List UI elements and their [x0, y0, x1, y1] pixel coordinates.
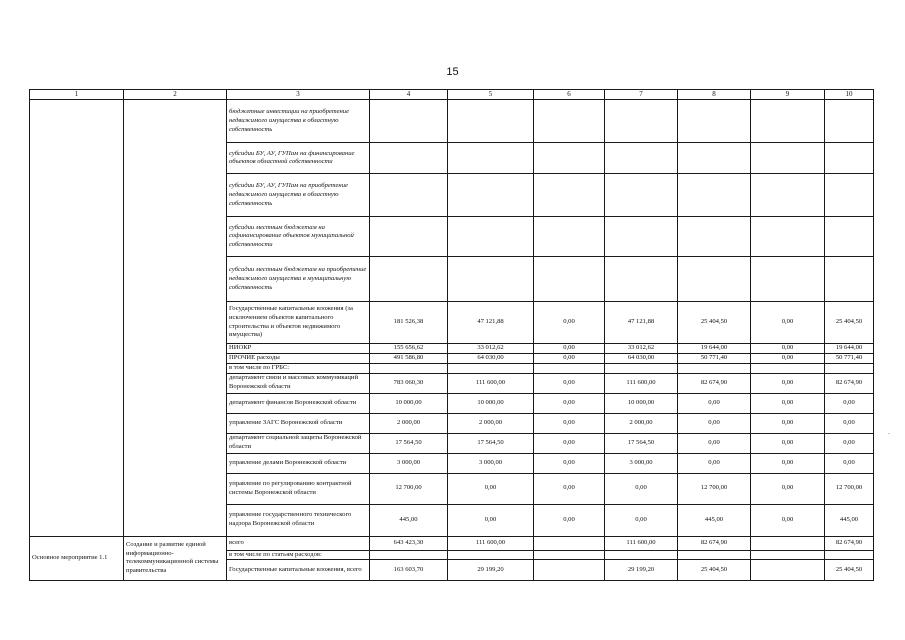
amount-cell: 783 060,30: [370, 373, 448, 393]
amount-cell: 111 600,00: [605, 373, 678, 393]
expense-label: управление делами Воронежской области: [227, 453, 370, 473]
amount-cell: [370, 363, 448, 373]
amount-cell: 0,00: [534, 393, 605, 413]
column-number: 7: [605, 90, 678, 100]
amount-cell: [605, 174, 678, 217]
expense-label: департамент социальной защиты Воронежской области: [227, 433, 370, 453]
budget-table: [29, 89, 874, 581]
expense-label: субсидии БУ, АУ, ГУПам на финансирование объектов областной собственности: [227, 143, 370, 174]
amount-cell: [448, 257, 534, 302]
status-cell: [30, 100, 124, 536]
amount-cell: 10 000,00: [448, 393, 534, 413]
table-body: [30, 90, 874, 581]
margin-mark: -: [888, 431, 890, 437]
column-number: 2: [124, 90, 227, 100]
amount-cell: 0,00: [534, 353, 605, 363]
amount-cell: [678, 257, 751, 302]
expense-label: ПРОЧИЕ расходы: [227, 353, 370, 363]
amount-cell: 0,00: [534, 504, 605, 536]
amount-cell: 0,00: [534, 453, 605, 473]
column-number: 10: [825, 90, 874, 100]
amount-cell: 643 423,30: [370, 536, 448, 550]
expense-label: управление по регулированию контрактной системы Воронежской области: [227, 473, 370, 504]
amount-cell: 111 600,00: [605, 536, 678, 550]
amount-cell: [825, 363, 874, 373]
amount-cell: 0,00: [751, 504, 825, 536]
table-row: [30, 100, 874, 143]
amount-cell: 17 564,50: [370, 433, 448, 453]
amount-cell: 12 700,00: [678, 473, 751, 504]
name-cell: [124, 100, 227, 536]
amount-cell: [370, 257, 448, 302]
expense-label: субсидии местным бюджетам на софинансирование объектов муниципальной собственности: [227, 217, 370, 257]
amount-cell: 155 656,62: [370, 344, 448, 354]
amount-cell: [605, 257, 678, 302]
amount-cell: 82 674,90: [678, 373, 751, 393]
expense-label: всего: [227, 536, 370, 550]
amount-cell: [678, 363, 751, 373]
amount-cell: [825, 100, 874, 143]
amount-cell: 0,00: [751, 393, 825, 413]
amount-cell: 0,00: [751, 473, 825, 504]
amount-cell: [678, 217, 751, 257]
column-number-row: [30, 90, 874, 100]
amount-cell: 82 674,90: [678, 536, 751, 550]
amount-cell: 0,00: [751, 433, 825, 453]
amount-cell: 17 564,50: [448, 433, 534, 453]
amount-cell: 64 030,00: [605, 353, 678, 363]
activity-name-cell: Создание и развитие единой информационно-телекоммуникационной системы правительства: [124, 536, 227, 581]
column-number: 1: [30, 90, 124, 100]
expense-label: департамент финансов Воронежской области: [227, 393, 370, 413]
amount-cell: 0,00: [751, 302, 825, 344]
amount-cell: 0,00: [825, 453, 874, 473]
amount-cell: 19 644,00: [678, 344, 751, 354]
amount-cell: 3 000,00: [370, 453, 448, 473]
amount-cell: [534, 536, 605, 550]
amount-cell: 82 674,90: [825, 373, 874, 393]
expense-label: Государственные капитальные вложения, всего: [227, 560, 370, 581]
column-number: 9: [751, 90, 825, 100]
expense-label: бюджетные инвестиции на приобретение недвижимого имущества в областную собственность: [227, 100, 370, 143]
amount-cell: [534, 143, 605, 174]
amount-cell: 445,00: [678, 504, 751, 536]
amount-cell: [678, 174, 751, 217]
amount-cell: 0,00: [534, 344, 605, 354]
amount-cell: [751, 174, 825, 217]
amount-cell: 0,00: [605, 504, 678, 536]
expense-label: НИОКР: [227, 344, 370, 354]
amount-cell: 0,00: [448, 473, 534, 504]
amount-cell: [448, 100, 534, 143]
amount-cell: 0,00: [751, 413, 825, 433]
amount-cell: 19 644,00: [825, 344, 874, 354]
amount-cell: 25 404,50: [825, 302, 874, 344]
amount-cell: [678, 550, 751, 560]
activity-status-cell: Основное мероприятие 1.1: [30, 536, 124, 581]
amount-cell: [534, 100, 605, 143]
column-number: 4: [370, 90, 448, 100]
amount-cell: 0,00: [605, 473, 678, 504]
amount-cell: 0,00: [678, 433, 751, 453]
column-number: 8: [678, 90, 751, 100]
column-number: 6: [534, 90, 605, 100]
amount-cell: [370, 550, 448, 560]
amount-cell: [751, 363, 825, 373]
amount-cell: [370, 143, 448, 174]
amount-cell: 0,00: [678, 453, 751, 473]
amount-cell: 0,00: [534, 373, 605, 393]
expense-label: управление ЗАГС Воронежской области: [227, 413, 370, 433]
amount-cell: [605, 143, 678, 174]
amount-cell: [534, 550, 605, 560]
amount-cell: 0,00: [678, 393, 751, 413]
amount-cell: 47 121,88: [448, 302, 534, 344]
amount-cell: [448, 217, 534, 257]
amount-cell: [605, 363, 678, 373]
amount-cell: 10 000,00: [370, 393, 448, 413]
amount-cell: [534, 560, 605, 581]
amount-cell: [751, 100, 825, 143]
amount-cell: 0,00: [825, 433, 874, 453]
expense-label: субсидии местным бюджетам на приобретение недвижимого имущества в муниципальную собственность: [227, 257, 370, 302]
amount-cell: 3 000,00: [448, 453, 534, 473]
amount-cell: 3 000,00: [605, 453, 678, 473]
expense-label: в том числе по ГРБС:: [227, 363, 370, 373]
amount-cell: [751, 560, 825, 581]
amount-cell: 0,00: [534, 433, 605, 453]
amount-cell: 163 603,70: [370, 560, 448, 581]
column-number: 5: [448, 90, 534, 100]
amount-cell: 10 000,00: [605, 393, 678, 413]
amount-cell: 12 700,00: [370, 473, 448, 504]
amount-cell: [751, 217, 825, 257]
amount-cell: [370, 100, 448, 143]
amount-cell: 25 404,50: [678, 560, 751, 581]
amount-cell: 2 000,00: [448, 413, 534, 433]
amount-cell: [825, 550, 874, 560]
amount-cell: 82 674,90: [825, 536, 874, 550]
amount-cell: [534, 174, 605, 217]
amount-cell: [448, 143, 534, 174]
amount-cell: [751, 550, 825, 560]
amount-cell: 0,00: [825, 393, 874, 413]
amount-cell: 0,00: [534, 413, 605, 433]
amount-cell: [605, 100, 678, 143]
expense-label: Государственные капитальные вложения (за исключением объектов капитального строительства и объектов недвижимого имущества): [227, 302, 370, 344]
amount-cell: 0,00: [678, 413, 751, 433]
amount-cell: 0,00: [534, 302, 605, 344]
amount-cell: 50 771,40: [678, 353, 751, 363]
amount-cell: 33 012,62: [605, 344, 678, 354]
amount-cell: [370, 217, 448, 257]
amount-cell: [448, 174, 534, 217]
amount-cell: [534, 217, 605, 257]
amount-cell: 0,00: [751, 353, 825, 363]
amount-cell: 25 404,50: [678, 302, 751, 344]
amount-cell: 111 600,00: [448, 373, 534, 393]
amount-cell: 0,00: [751, 344, 825, 354]
amount-cell: [825, 257, 874, 302]
amount-cell: 17 564,50: [605, 433, 678, 453]
amount-cell: [605, 217, 678, 257]
amount-cell: 445,00: [825, 504, 874, 536]
amount-cell: 491 586,80: [370, 353, 448, 363]
amount-cell: 111 600,00: [448, 536, 534, 550]
amount-cell: 29 199,20: [605, 560, 678, 581]
amount-cell: 0,00: [534, 473, 605, 504]
amount-cell: [751, 257, 825, 302]
amount-cell: 64 030,00: [448, 353, 534, 363]
expense-label: субсидии БУ, АУ, ГУПам на приобретение недвижимого имущества в областную собственность: [227, 174, 370, 217]
amount-cell: [534, 363, 605, 373]
expense-label: управление государственного технического надзора Воронежской области: [227, 504, 370, 536]
amount-cell: 50 771,40: [825, 353, 874, 363]
amount-cell: [751, 536, 825, 550]
amount-cell: 12 700,00: [825, 473, 874, 504]
page-number: 15: [446, 66, 459, 78]
amount-cell: 0,00: [825, 413, 874, 433]
expense-label: департамент связи и массовых коммуникаций Воронежской области: [227, 373, 370, 393]
amount-cell: 47 121,88: [605, 302, 678, 344]
amount-cell: 33 012,62: [448, 344, 534, 354]
amount-cell: [825, 143, 874, 174]
amount-cell: [605, 550, 678, 560]
expense-label: в том числе по статьям расходов:: [227, 550, 370, 560]
amount-cell: 445,00: [370, 504, 448, 536]
amount-cell: [448, 363, 534, 373]
amount-cell: [825, 217, 874, 257]
amount-cell: [825, 174, 874, 217]
amount-cell: [370, 174, 448, 217]
table-row: [30, 536, 874, 550]
amount-cell: 2 000,00: [370, 413, 448, 433]
amount-cell: 0,00: [448, 504, 534, 536]
amount-cell: [751, 143, 825, 174]
amount-cell: [678, 100, 751, 143]
amount-cell: [678, 143, 751, 174]
amount-cell: 29 199,20: [448, 560, 534, 581]
column-number: 3: [227, 90, 370, 100]
amount-cell: 181 526,38: [370, 302, 448, 344]
amount-cell: 0,00: [751, 453, 825, 473]
amount-cell: [534, 257, 605, 302]
amount-cell: [448, 550, 534, 560]
amount-cell: 25 404,50: [825, 560, 874, 581]
amount-cell: 0,00: [751, 373, 825, 393]
amount-cell: 2 000,00: [605, 413, 678, 433]
